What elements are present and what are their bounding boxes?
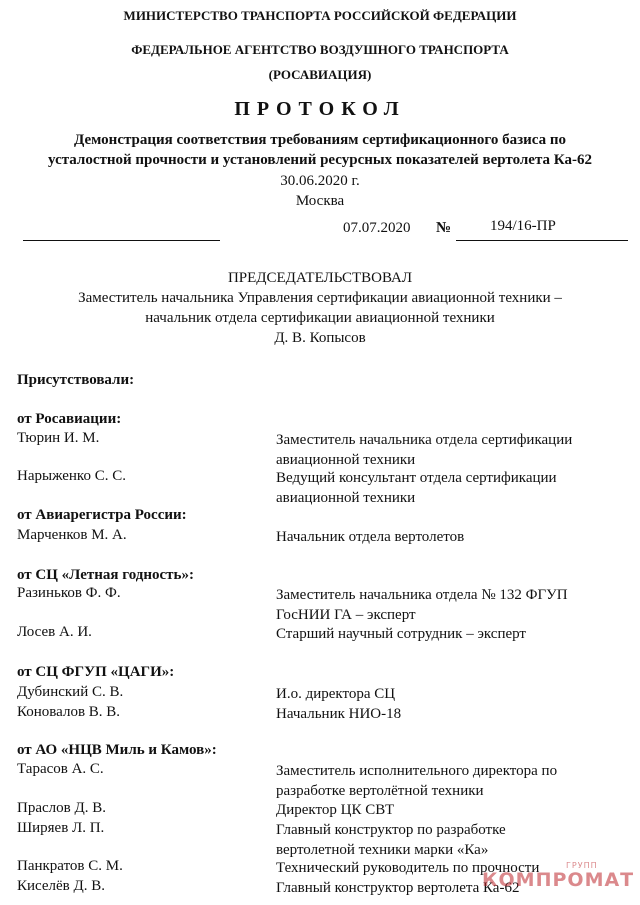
- role-line: разработке вертолётной техники: [276, 783, 484, 799]
- attendee-name: Разиньков Ф. Ф.: [17, 585, 121, 601]
- attendee-name: Дубинский С. В.: [17, 684, 124, 700]
- section-title: от СЦ «Летная годность»:: [17, 567, 194, 583]
- chair-name: Д. В. Копысов: [274, 330, 366, 346]
- role-line: Заместитель начальника отдела № 132 ФГУП: [276, 587, 568, 603]
- attendee-name: Праслов Д. В.: [17, 800, 106, 816]
- section-title: от Авиарегистра России:: [17, 507, 187, 523]
- number-underline: [456, 240, 628, 241]
- chair-title-line-1: Заместитель начальника Управления сертификации авиационной техники –: [78, 290, 562, 306]
- attendee-role: [276, 704, 401, 724]
- agency-heading: ФЕДЕРАЛЬНОЕ АГЕНТСТВО ВОЗДУШНОГО ТРАНСПОРТА: [131, 42, 509, 57]
- role-line: Заместитель исполнительного директора по: [276, 763, 558, 779]
- attendee-role: [276, 624, 526, 644]
- role-line: Начальник НИО-18: [276, 706, 402, 722]
- role-line: ГосНИИ ГА – эксперт: [276, 607, 416, 623]
- attendee-name: Коновалов В. В.: [17, 704, 121, 720]
- role-line: Директор ЦК СВТ: [276, 802, 395, 818]
- attendee-role: [276, 820, 506, 860]
- section-title: от Росавиации:: [17, 411, 122, 427]
- meeting-date: 30.06.2020 г.: [280, 173, 360, 189]
- chair-heading: ПРЕДСЕДАТЕЛЬСТВОВАЛ: [227, 270, 413, 286]
- attendee-role: [276, 761, 557, 801]
- role-line: Старший научный сотрудник – эксперт: [276, 626, 526, 642]
- protocol-number: 194/16-ПР: [490, 218, 556, 234]
- section-title: от СЦ ФГУП «ЦАГИ»:: [17, 664, 175, 680]
- section-title: от АО «НЦВ Миль и Камов»:: [17, 742, 217, 758]
- attendee-name: Марченков М. А.: [17, 527, 127, 543]
- role-line: Начальник отдела вертолетов: [276, 529, 465, 545]
- role-line: авиационной техники: [276, 490, 416, 506]
- watermark-small-text: ГРУПП: [566, 861, 598, 870]
- role-line: Технический руководитель по прочности: [276, 860, 540, 876]
- attendee-name: Нарыженко С. С.: [17, 468, 126, 484]
- role-line: Главный конструктор вертолета Ка-62: [276, 880, 520, 896]
- agency-short-heading: (РОСАВИАЦИЯ): [268, 67, 372, 82]
- attendee-name: Панкратов С. М.: [17, 858, 123, 874]
- meeting-city: Москва: [295, 193, 345, 209]
- attendee-role: [276, 527, 464, 547]
- role-line: авиационной техники: [276, 452, 416, 468]
- role-line: Ведущий консультант отдела сертификации: [276, 470, 557, 486]
- signature-underline: [23, 240, 220, 241]
- role-line: Главный конструктор по разработке: [276, 822, 506, 838]
- role-line: вертолетной техники марки «Ка»: [276, 842, 489, 858]
- attendee-name: Ширяев Л. П.: [17, 820, 105, 836]
- subject-line-2: усталостной прочности и установлений ресурсных показателей вертолета Ка-62: [48, 152, 592, 168]
- subject-line-1: Демонстрация соответствия требованиям сертификационного базиса по: [74, 132, 566, 148]
- attendee-role: [276, 585, 568, 625]
- watermark-logo-text: КОМПРОМАТ: [482, 869, 635, 891]
- registration-date: 07.07.2020: [343, 220, 411, 236]
- attendee-role: [276, 468, 557, 508]
- attendee-role: [276, 684, 395, 704]
- chair-title-line-2: начальник отдела сертификации авиационной техники: [145, 310, 495, 326]
- present-heading: Присутствовали:: [17, 372, 135, 388]
- ministry-heading: МИНИСТЕРСТВО ТРАНСПОРТА РОССИЙСКОЙ ФЕДЕРАЦИИ: [123, 8, 517, 23]
- role-line: Заместитель начальника отдела сертификации: [276, 432, 573, 448]
- attendee-name: Тарасов А. С.: [17, 761, 104, 777]
- document-title: ПРОТОКОЛ: [234, 98, 406, 120]
- attendee-name: Лосев А. И.: [17, 624, 92, 640]
- attendee-name: Киселёв Д. В.: [17, 878, 105, 894]
- attendee-role: [276, 800, 394, 820]
- attendee-name: Тюрин И. М.: [17, 430, 100, 446]
- number-sign: №: [436, 220, 452, 236]
- role-line: И.о. директора СЦ: [276, 686, 396, 702]
- attendee-role: [276, 430, 572, 470]
